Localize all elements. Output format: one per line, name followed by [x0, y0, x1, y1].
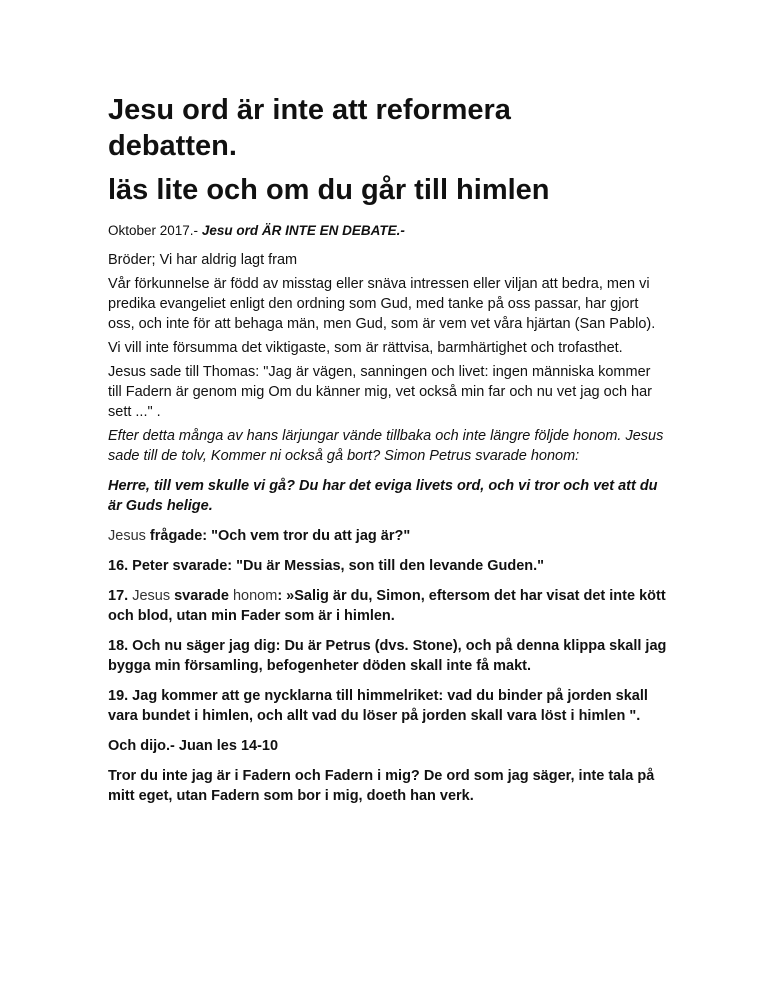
paragraph-justice: Vi vill inte försumma det viktigaste, som är rättvisa, barmhärtighet och trofasthet.: [108, 340, 623, 356]
verse-17-number: 17.: [108, 588, 133, 604]
dateline-heading: Jesu ord ÄR INTE EN DEBATE.-: [201, 223, 405, 238]
title-line-2: debatten.: [108, 130, 237, 162]
verse-17: [108, 586, 668, 626]
paragraph-och-dijo: Och dijo.- Juan les 14-10: [108, 738, 279, 754]
asked-text: frågade: "Och vem tror du att jag är?": [149, 528, 411, 544]
paragraph-disciples: Efter detta många av hans lärjungar vände tillbaka och inte längre följde honom. Jesus sade till de tolv, Kommer ni också gå bort? Simon Petrus svarade honom:: [108, 428, 664, 464]
verse-17-honom: honom: [232, 588, 278, 604]
title-line-3: läs lite och om du går till himlen: [108, 174, 550, 206]
paragraph-thomas: Jesus sade till Thomas: "Jag är vägen, sanningen och livet: ingen människa kommer till Fadern är genom mig Om du känner mig, vet också min far och nu vet jag och har sett ..." .: [108, 364, 652, 420]
verse-16: 16. Peter svarade: "Du är Messias, son till den levande Guden.": [108, 558, 545, 574]
verse-17-text: : »Salig är du, Simon, eftersom det har visat det inte kött och blod, utan min Fader som är i himlen.: [108, 588, 666, 624]
paragraph-preaching: Vår förkunnelse är född av misstag eller snäva intressen eller viljan att bedra, men vi predika evangeliet enligt den ordning som Gud, med tanke på oss passar, har gjort oss, och inte för att behaga män, men Gud, som är vem vet våra hjärtan (San Pablo).: [108, 276, 656, 332]
jesus-word: Jesus: [108, 528, 150, 544]
paragraph-closing: Tror du inte jag är i Fadern och Fadern i mig? De ord som jag säger, inte tala på mitt eget, utan Fadern som bor i mig, doeth han verk.: [108, 768, 655, 804]
verse-17-svarade: svarade: [170, 588, 233, 604]
paragraph-jesus-asked: [108, 526, 668, 546]
title-line-1: Jesu ord är inte att reformera: [108, 94, 511, 126]
paragraph-greeting: Bröder; Vi har aldrig lagt fram: [108, 252, 298, 268]
verse-18: 18. Och nu säger jag dig: Du är Petrus (dvs. Stone), och på denna klippa skall jag bygga min församling, befogenheter döden skall inte få makt.: [108, 638, 667, 674]
paragraph-peter-answer: Herre, till vem skulle vi gå? Du har det eviga livets ord, och vi tror och vet att du är Guds helige.: [108, 478, 658, 514]
dateline: [108, 222, 668, 240]
dateline-date: Oktober 2017.-: [108, 223, 202, 238]
verse-17-jesus: Jesus: [132, 588, 171, 604]
verse-19: 19. Jag kommer att ge nycklarna till himmelriket: vad du binder på jorden skall vara bundet i himlen, och allt vad du löser på jorden skall vara löst i himlen ".: [108, 688, 648, 724]
document-page: [108, 92, 668, 806]
